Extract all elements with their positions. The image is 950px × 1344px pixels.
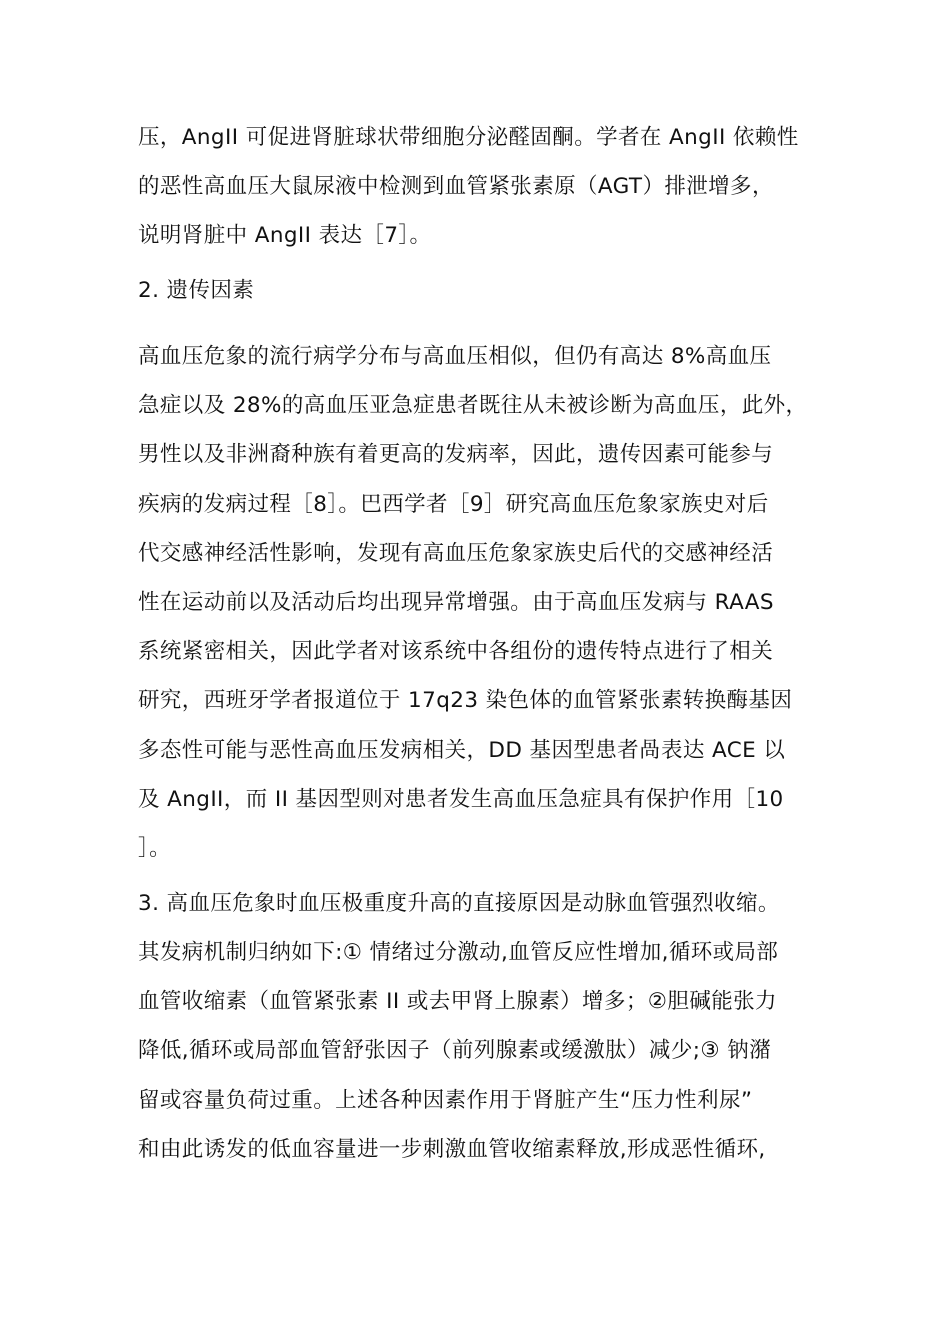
text-line: 和由此诱发的低血容量进一步刺激血管收缩素释放,形成恶性循环, (138, 1137, 766, 1162)
text-line: 多态性可能与恶性高血压发病相关，DD 基因型患者咼表达 ACE 以 (138, 738, 786, 763)
text-line: 研究，西班牙学者报道位于 17q23 染色体的血管紧张素转换酶基因 (138, 688, 793, 713)
section-heading: 2. 遗传因素 (138, 278, 255, 303)
text-line: 的恶性高血压大鼠尿液中检测到血管紧张素原（AGT）排泄增多， (138, 174, 774, 199)
text-line: ］。 (138, 836, 172, 861)
text-line: 系统紧密相关，因此学者对该系统中各组份的遗传特点进行了相关 (138, 639, 774, 664)
text-line: 3. 高血压危象时血压极重度升高的直接原因是动脉血管强烈收缩。 (138, 891, 780, 916)
text-line: 留或容量负荷过重。上述各种因素作用于肾脏产生“压力性利尿” (138, 1088, 753, 1113)
text-line: 压，AngII 可促进肾脏球状带细胞分泌醛固酮。学者在 AngII 依赖性 (138, 125, 799, 150)
text-line: 及 AngII，而 II 基因型则对患者发生高血压急症具有保护作用［10 (138, 787, 784, 812)
text-line: 疾病的发病过程［8］。巴西学者［9］研究高血压危象家族史对后 (138, 492, 769, 517)
text-line: 说明肾脏中 AngII 表达［7］。 (138, 223, 432, 248)
text-line: 其发病机制归纳如下:① 情绪过分激动,血管反应性增加,循环或局部 (138, 940, 779, 965)
text-line: 急症以及 28%的高血压亚急症患者既往从未被诊断为高血压，此外， (138, 393, 808, 418)
text-line: 男性以及非洲裔种族有着更高的发病率，因此，遗传因素可能参与 (138, 442, 774, 467)
text-line: 高血压危象的流行病学分布与高血压相似，但仍有高达 8%高血压 (138, 344, 772, 369)
text-line: 降低,循环或局部血管舒张因子（前列腺素或缓激肽）减少;③ 钠潴 (138, 1038, 772, 1063)
text-line: 性在运动前以及活动后均出现异常增强。由于高血压发病与 RAAS (138, 590, 774, 615)
text-line: 血管收缩素（血管紧张素 II 或去甲肾上腺素）增多；②胆碱能张力 (138, 989, 777, 1014)
text-line: 代交感神经活性影响，发现有高血压危象家族史后代的交感神经活 (138, 541, 774, 566)
